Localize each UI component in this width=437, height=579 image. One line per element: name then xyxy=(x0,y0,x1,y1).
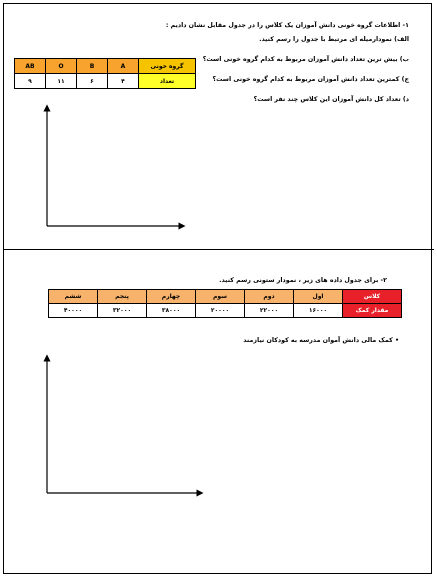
count-cell: ۹ xyxy=(15,74,46,89)
class-header-cell: کلاس xyxy=(343,290,402,304)
amount-header-cell: مقدار کمک xyxy=(343,304,402,318)
q1-part-d: د) تعداد کل دانش آموزان این کلاس چند نفر است؟ xyxy=(253,96,409,103)
blood-group-cell: B xyxy=(77,59,108,74)
amount-cell: ۴۰۰۰۰ xyxy=(49,304,98,318)
amount-cell: ۲۲۰۰۰ xyxy=(245,304,294,318)
class-cell: پنجم xyxy=(98,290,147,304)
amount-cell: ۳۲۰۰۰ xyxy=(98,304,147,318)
count-cell: ۶ xyxy=(77,74,108,89)
class-cell: ششم xyxy=(49,290,98,304)
count-cell: ۱۱ xyxy=(46,74,77,89)
blood-group-header-cell: گروه خونی xyxy=(139,59,196,74)
class-cell: اول xyxy=(294,290,343,304)
amount-cell: ۲۰۰۰۰ xyxy=(196,304,245,318)
q1-part-a: الف) نمودارمیله ای مرتبط با جدول را رسم کنید. xyxy=(259,36,409,43)
bullet-dot-icon: • xyxy=(394,337,399,344)
blood-group-cell: AB xyxy=(15,59,46,74)
q1-part-b: ب) بیش ترین تعداد دانش آموزان مربوط به کدام گروه خونی است؟ xyxy=(202,56,409,63)
class-cell: دوم xyxy=(245,290,294,304)
count-cell: ۴ xyxy=(108,74,139,89)
count-header-cell: تعداد xyxy=(139,74,196,89)
axes-1 xyxy=(47,108,182,226)
class-cell: سوم xyxy=(196,290,245,304)
q2-intro: ۲- برای جدول داده های زیر ، نمودار ستونی رسم کنید. xyxy=(219,277,387,284)
axes-2 xyxy=(47,358,200,493)
amount-cell: ۳۸۰۰۰ xyxy=(147,304,196,318)
blood-group-cell: A xyxy=(108,59,139,74)
amount-cell: ۱۶۰۰۰ xyxy=(294,304,343,318)
q1-intro: ۱- اطلاعات گروه خونی دانش آموزان یک کلاس را در جدول مقابل نشان دادیم : xyxy=(165,22,409,29)
blood-group-cell: O xyxy=(46,59,77,74)
q1-part-c: ج) کمترین تعداد دانش آموزان مربوط به کدام گروه خونی است؟ xyxy=(212,76,409,83)
bullet-text: کمک مالی دانش آموان مدرسه به کودکان نیازمند xyxy=(243,337,393,344)
class-cell: چهارم xyxy=(147,290,196,304)
